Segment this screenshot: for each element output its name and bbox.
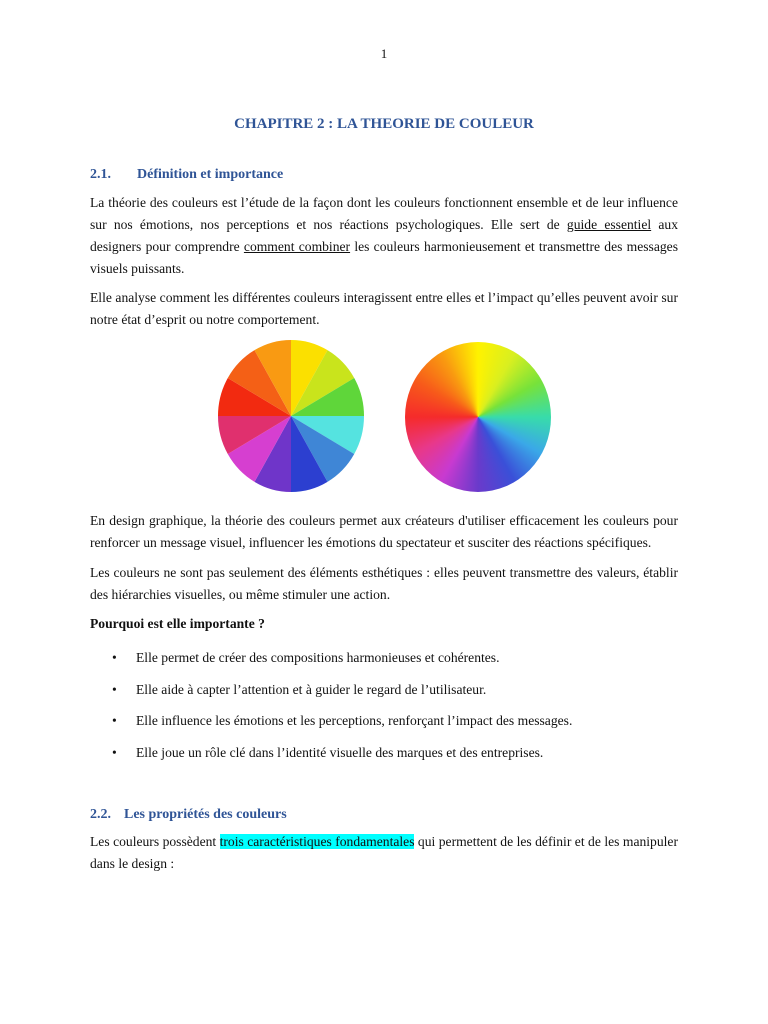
underlined-text: guide essentiel	[566, 217, 652, 232]
text-run: aux designers pour comprendre	[90, 217, 678, 254]
paragraph-values: Les couleurs ne sont pas seulement des éléments esthétiques : elles peuvent transmettre des valeurs, établir des hiérarchies visuelles, ou même stimuler une action.	[90, 565, 678, 602]
gradient-color-wheel	[405, 342, 551, 492]
bullet-icon: •	[112, 650, 117, 665]
section-title: Définition et importance	[137, 167, 284, 182]
bullet-list	[112, 647, 572, 773]
bullet-icon: •	[112, 681, 117, 697]
list-item	[112, 679, 572, 711]
underlined-text: comment combiner	[243, 239, 351, 254]
list-item-text: Elle joue un rôle clé dans l’identité visuelle des marques et des entreprises.	[136, 744, 544, 760]
list-item	[112, 647, 572, 679]
page-number: 1	[380, 46, 388, 61]
question-heading: Pourquoi est elle importante ?	[90, 616, 265, 631]
list-item-text: Elle influence les émotions et les perceptions, renforçant l’impact des messages.	[136, 713, 573, 728]
paragraph-definition	[90, 192, 678, 280]
highlighted-text: trois caractéristiques fondamentales	[219, 834, 415, 849]
list-item	[112, 742, 572, 774]
section-number: 2.2.	[90, 807, 111, 822]
text-run: La théorie des couleurs est l’étude de la façon dont les couleurs fonctionnent ensemble et de leur influence sur nos émotions, nos perceptions et nos réactions psychologiques. Elle sert de	[90, 195, 678, 232]
paragraph-properties	[90, 831, 678, 875]
text-run: les couleurs harmonieusement et transmettre des messages visuels puissants.	[90, 239, 678, 276]
paragraph-analysis: Elle analyse comment les différentes couleurs interagissent entre elles et l’impact qu’elles peuvent avoir sur notre état d’esprit ou notre comportement.	[90, 290, 678, 327]
section-title: Les propriétés des couleurs	[124, 807, 287, 822]
text-run: qui permettent de les définir et de les manipuler dans le design :	[90, 834, 678, 871]
section-number: 2.1.	[90, 167, 111, 182]
section-heading-2-2	[90, 807, 287, 823]
list-item-text: Elle aide à capter l’attention et à guider le regard de l’utilisateur.	[136, 681, 487, 697]
chapter-title: CHAPITRE 2 : LA THEORIE DE COULEUR	[234, 116, 534, 132]
text-run: Les couleurs possèdent	[90, 834, 220, 849]
bullet-icon: •	[112, 744, 117, 760]
list-item-text: Elle permet de créer des compositions harmonieuses et cohérentes.	[136, 650, 500, 665]
bullet-icon: •	[112, 713, 117, 728]
paragraph-design: En design graphique, la théorie des couleurs permet aux créateurs d'utiliser efficacement les couleurs pour renforcer un message visuel, influencer les émotions du spectateur et susciter des réactions spécifiques.	[90, 513, 678, 550]
segmented-color-wheel	[218, 340, 364, 492]
section-heading-2-1	[90, 167, 283, 183]
list-item	[112, 710, 572, 742]
